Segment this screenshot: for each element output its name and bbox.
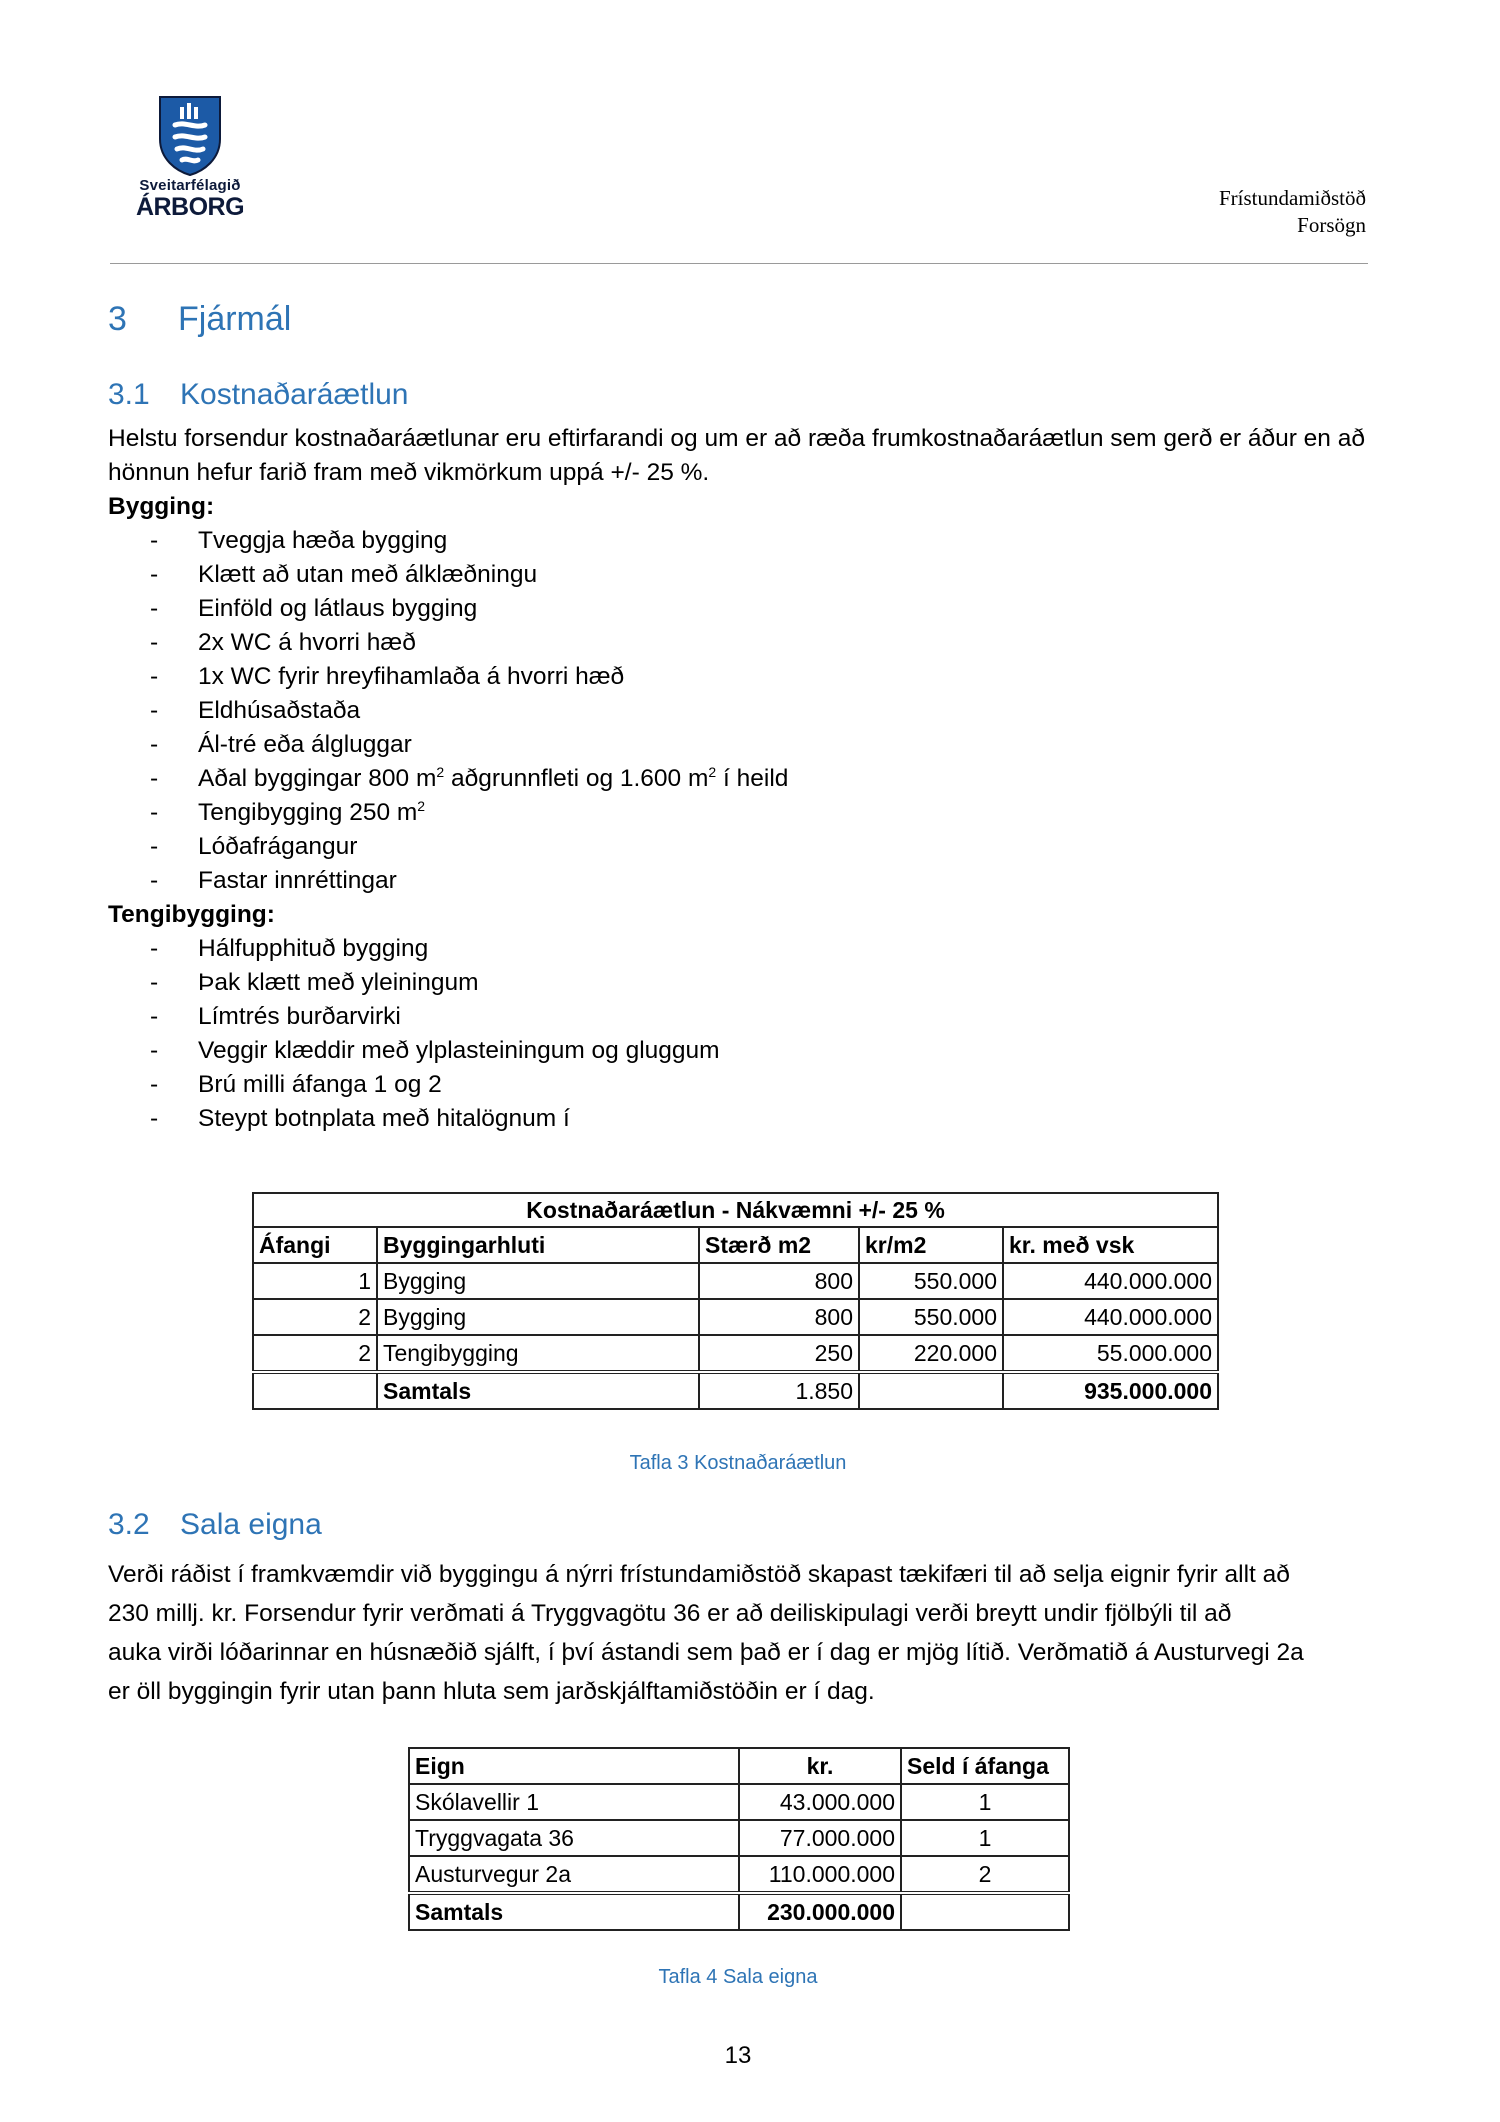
list-item: - 1x WC fyrir hreyfihamlaða á hvorri hæð [150, 663, 625, 690]
logo-text-small: Sveitarfélagið [139, 177, 241, 194]
table-header-cell: Stærð m2 [699, 1227, 859, 1263]
list-item: - Eldhúsaðstaða [150, 697, 361, 724]
list-item: - 2x WC á hvorri hæð [150, 629, 416, 656]
table-header-cell: kr. með vsk [1003, 1227, 1218, 1263]
sales-paragraph: Verði ráðist í framkvæmdir við byggingu á nýrri frístundamiðstöð skapast tækifæri til að selja eignir fyrir allt að 230 millj. kr. Forsendur fyrir verðmati á Tryggvagötu 36 er að deiliskipulagi verði breytt undir fjölbýli til að auka virði lóðarinnar en húsnæðið sjálft, í því ástandi sem það er í dag er mjög lítið. Verðmatið á Austurvegi 2a er öll byggingin fyrir utan þann hluta sem jarðskjálftamiðstöðin er í dag. [108, 1561, 1304, 1705]
list-item: - Tveggja hæða bygging [150, 527, 448, 554]
table-header-cell: Byggingarhluti [377, 1227, 699, 1263]
table-row: Tryggvagata 36 77.000.000 1 [409, 1820, 1069, 1856]
subsection-heading-cost [108, 378, 409, 412]
table-caption-sales: Tafla 4 Sala eigna [658, 1966, 818, 1988]
total-size: 1.850 [699, 1372, 859, 1409]
sales-table [408, 1747, 1070, 1931]
section-number: 3 [108, 300, 127, 338]
section-heading [108, 300, 291, 339]
table-total-row [253, 1372, 1218, 1409]
table-total-row [409, 1893, 1069, 1930]
table-header-row [409, 1748, 1069, 1784]
table-header-row [253, 1227, 1218, 1263]
logo-text-big: ÁRBORG [135, 193, 245, 221]
table-title: Kostnaðaráætlun - Nákvæmni +/- 25 % [253, 1193, 1218, 1227]
municipality-logo [130, 95, 250, 225]
table-row: 2 Bygging 800 550.000 440.000.000 [253, 1299, 1218, 1335]
table-row: Skólavellir 1 43.000.000 1 [409, 1784, 1069, 1820]
list-item: - Lóðafrágangur [150, 833, 358, 860]
tengibygging-list [150, 932, 720, 1136]
bygging-list [150, 524, 788, 898]
subsection-title: Sala eigna [180, 1508, 322, 1541]
list-item: - Veggir klæddir með ylplasteiningum og gluggum [150, 1037, 720, 1064]
header-divider [110, 263, 1368, 264]
table-row: 1 Bygging 800 550.000 440.000.000 [253, 1263, 1218, 1299]
total-amount: 230.000.000 [739, 1893, 901, 1930]
list-item: - Ál-tré eða álgluggar [150, 731, 412, 758]
table-header-cell: kr. [739, 1748, 901, 1784]
table-header-cell: Áfangi [253, 1227, 377, 1263]
table-row: 2 Tengibygging 250 220.000 55.000.000 [253, 1335, 1218, 1372]
cost-intro-paragraph: Helstu forsendur kostnaðaráætlunar eru eftirfarandi og um er að ræða frumkostnaðaráætlun sem gerð er áður en að hönnun hefur farið fram með vikmörkum uppá +/- 25 %. [108, 425, 1365, 486]
table-caption-cost: Tafla 3 Kostnaðaráætlun [629, 1452, 847, 1474]
list-item: - Aðal byggingar 800 $m^2$ aðgrunnfleti og 1.600 $m^2$ í heild [150, 763, 789, 792]
subsection-number: 3.2 [108, 1508, 150, 1541]
subsection-number: 3.1 [108, 378, 150, 411]
coat-of-arms-icon [130, 95, 250, 177]
total-amount: 935.000.000 [1003, 1372, 1218, 1409]
tengibygging-label: Tengibygging: [108, 901, 275, 928]
list-item: - Klætt að utan með álklæðningu [150, 561, 538, 588]
subsection-heading-sales [108, 1508, 322, 1542]
subsection-title: Kostnaðaráætlun [180, 378, 409, 411]
list-item: - Þak klætt með yleiningum [150, 969, 479, 996]
list-item: - Fastar innréttingar [150, 867, 397, 894]
doc-title: Frístundamiðstöð [1218, 186, 1366, 210]
list-item: - Hálfupphituð bygging [150, 935, 429, 962]
table-header-cell: Seld í áfanga [901, 1748, 1069, 1784]
section-title: Fjármál [178, 300, 292, 338]
list-item: - Einföld og látlaus bygging [150, 595, 478, 622]
total-label: Samtals [409, 1893, 739, 1930]
bygging-label: Bygging: [108, 493, 215, 520]
list-item: - Tengibygging 250 $m^2$ [150, 797, 426, 826]
doc-subtitle: Forsögn [1297, 213, 1366, 237]
page-number: 13 [724, 2042, 752, 2069]
cost-table [252, 1192, 1219, 1410]
table-row: Austurvegur 2a 110.000.000 2 [409, 1856, 1069, 1893]
list-item: - Brú milli áfanga 1 og 2 [150, 1071, 442, 1098]
total-label: Samtals [377, 1372, 699, 1409]
table-header-cell: kr/m2 [859, 1227, 1003, 1263]
table-header-cell: Eign [409, 1748, 739, 1784]
list-item: - Steypt botnplata með hitalögnum í [150, 1105, 570, 1132]
list-item: - Límtrés burðarvirki [150, 1003, 401, 1030]
